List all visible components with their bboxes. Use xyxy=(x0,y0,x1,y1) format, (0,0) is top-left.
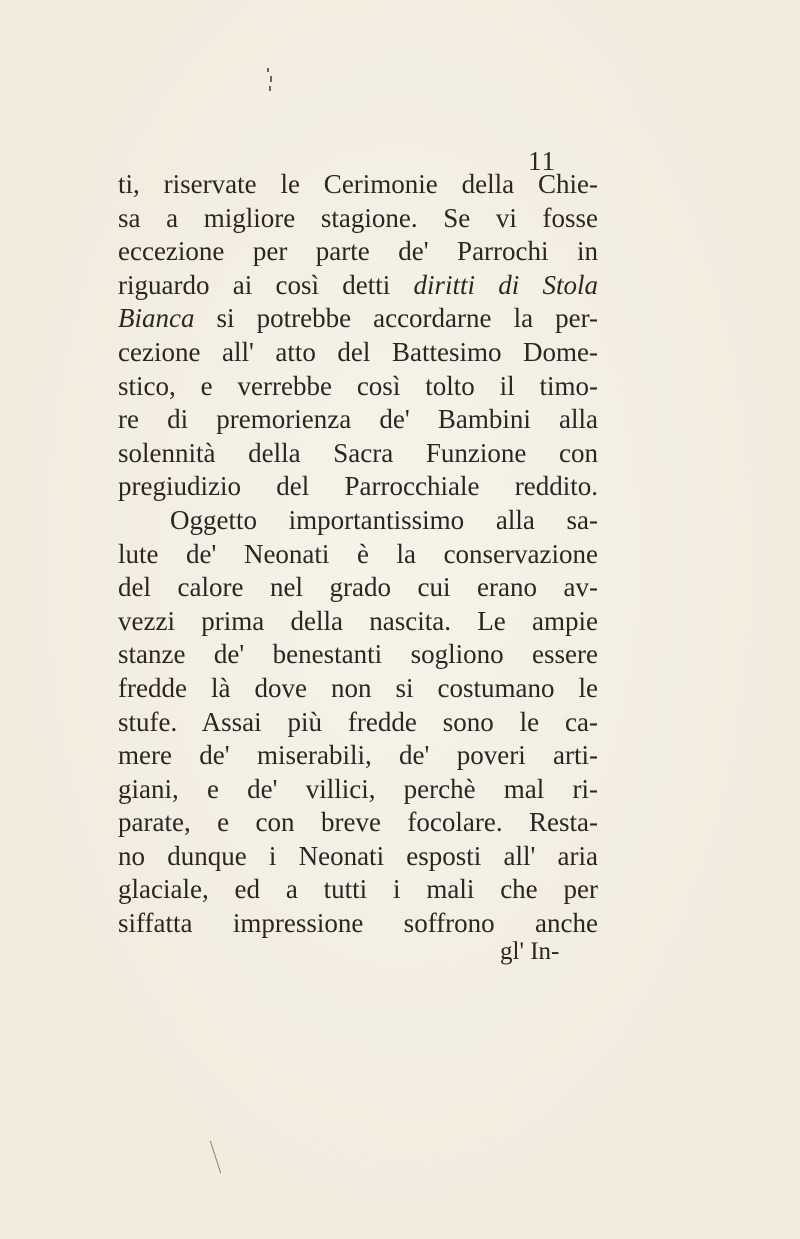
text-line: cezione all' atto del Battesimo Dome- xyxy=(118,336,598,367)
text-line: eccezione per parte de' Parrochi in xyxy=(118,236,598,267)
paper-mark xyxy=(210,1141,221,1174)
text-line: stufe. Assai più fredde sono le ca- xyxy=(118,706,598,737)
ink-specks xyxy=(264,66,274,96)
text-line: solennità della Sacra Funzione con xyxy=(118,437,598,468)
text-line: glaciale, ed a tutti i mali che per xyxy=(118,874,598,905)
text-line: fredde là dove non si costumano le xyxy=(118,672,598,703)
catchword: gl' In- xyxy=(500,938,560,965)
text-line: pregiudizio del Parrocchiale reddito. xyxy=(118,471,598,502)
text-line: del calore nel grado cui erano av- xyxy=(118,572,598,603)
text-line: lute de' Neonati è la conservazione xyxy=(118,538,598,569)
text-line: stanze de' benestanti sogliono essere xyxy=(118,639,598,670)
text-line: siffatta impressione soffrono anche xyxy=(118,908,598,939)
text-line: vezzi prima della nascita. Le ampie xyxy=(118,605,598,636)
text-line: riguardo ai così detti diritti di Stola xyxy=(118,269,599,300)
text-line: sa a migliore stagione. Se vi fosse xyxy=(118,202,598,233)
text-line: parate, e con breve focolare. Resta- xyxy=(118,807,598,838)
text-line: giani, e de' villici, perchè mal ri- xyxy=(118,773,598,804)
text-line: ti, riservate le Cerimonie della Chie- xyxy=(118,169,598,199)
text-line: stico, e verrebbe così tolto il timo- xyxy=(118,370,598,401)
page-number: 11 xyxy=(528,146,556,176)
text-line: re di premorienza de' Bambini alla xyxy=(118,404,598,435)
text-line: Oggetto importantissimo alla sa- xyxy=(170,504,598,535)
text-line: mere de' miserabili, de' poveri arti- xyxy=(118,740,598,771)
text-line: no dunque i Neonati esposti all' aria xyxy=(118,840,598,871)
body-text xyxy=(118,168,598,941)
text-line: Bianca si potrebbe accordarne la per- xyxy=(118,303,599,334)
